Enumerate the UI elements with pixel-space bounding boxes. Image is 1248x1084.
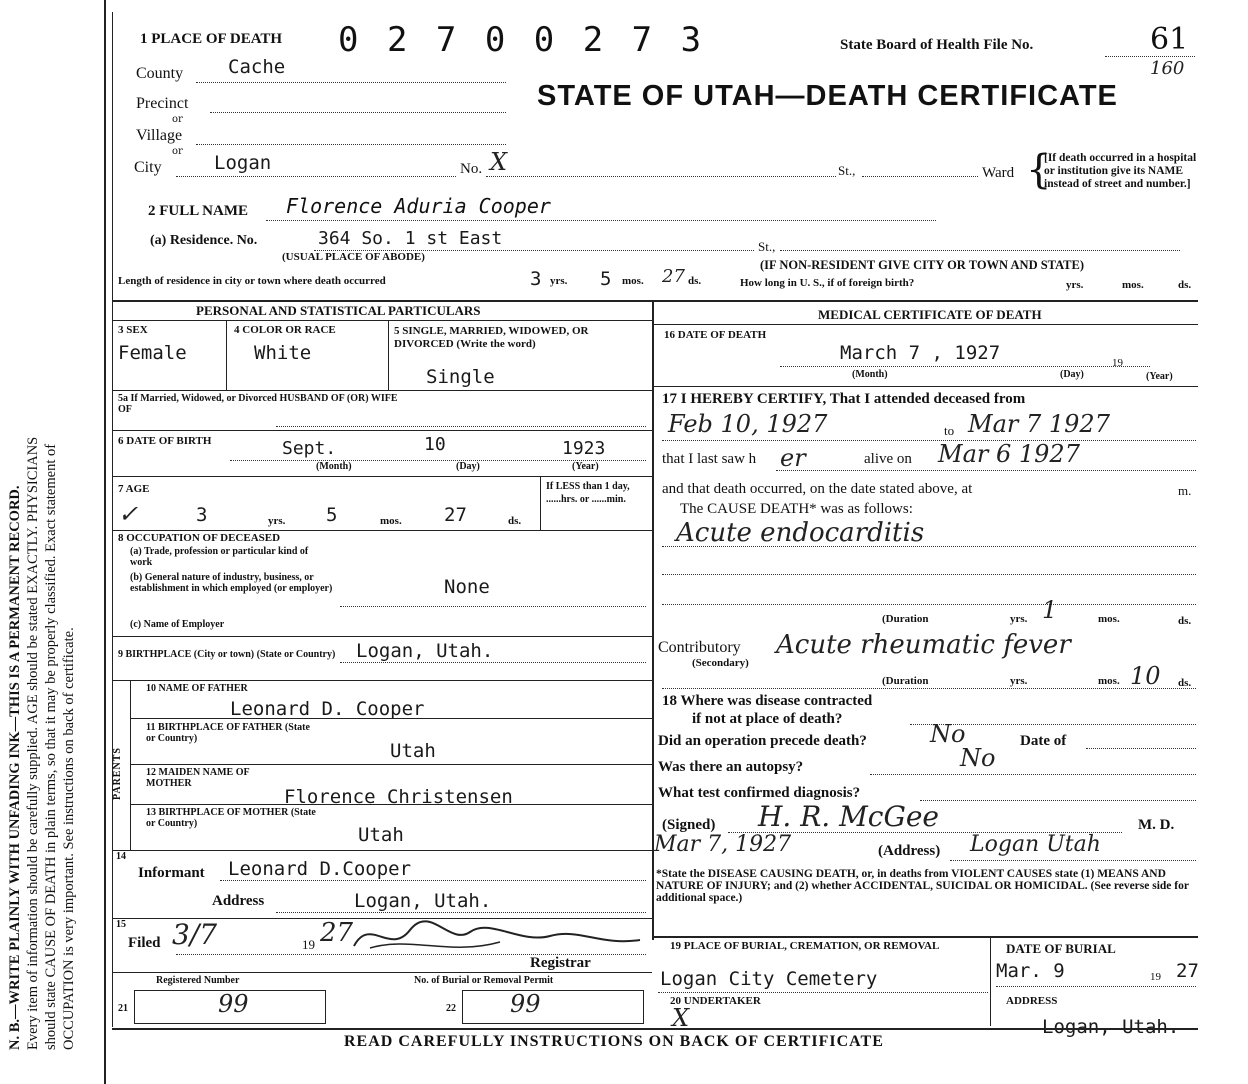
burial-date-value: Mar. 9 bbox=[996, 960, 1065, 982]
mother-value: Florence Christensen bbox=[284, 786, 513, 808]
test-line bbox=[920, 800, 1196, 801]
father-label: 10 NAME OF FATHER bbox=[146, 683, 248, 694]
spouse-line bbox=[276, 426, 646, 427]
precinct-label: Precinct bbox=[136, 95, 189, 112]
rule-d bbox=[112, 476, 652, 477]
physician-address: Logan Utah bbox=[970, 832, 1101, 857]
village-label: Village bbox=[136, 127, 183, 144]
us-label: How long in U. S., if of foreign birth? bbox=[740, 277, 915, 289]
full-name-label: 2 FULL NAME bbox=[148, 203, 249, 219]
undertaker-address-value: Logan, Utah. bbox=[1042, 1016, 1180, 1038]
burial-place-value: Logan City Cemetery bbox=[660, 968, 878, 990]
undertaker-address-label: ADDRESS bbox=[1006, 995, 1058, 1007]
ward-line bbox=[862, 176, 978, 177]
operation-value: No bbox=[930, 720, 966, 748]
death-day-label: (Day) bbox=[1060, 369, 1084, 380]
dob-year-label: (Year) bbox=[572, 461, 599, 472]
burial-year-value: 27 bbox=[1176, 960, 1199, 982]
or-1: or bbox=[172, 114, 183, 125]
dob-label: 6 DATE OF BIRTH bbox=[118, 435, 212, 447]
burial-permit-label: No. of Burial or Removal Permit bbox=[414, 975, 554, 986]
length-years: 3 bbox=[530, 268, 542, 290]
length-ds-label: ds. bbox=[688, 275, 702, 287]
footnote: *State the DISEASE CAUSING DEATH, or, in deaths from VIOLENT CAUSES state (1) MEANS AND NATURE OF INJURY; and (2) whether ACCIDENTAL, SUICIDAL OR HOMICIDAL. (See reverse side for additional space.) bbox=[656, 868, 1189, 904]
file-number-2: 160 bbox=[1150, 58, 1185, 79]
death-date-label: 16 DATE OF DEATH bbox=[664, 329, 767, 341]
time-m-label: m. bbox=[1178, 483, 1192, 498]
duration-ds-1: ds. bbox=[1178, 615, 1192, 627]
length-months: 5 bbox=[600, 268, 612, 290]
last-saw-her: er bbox=[780, 444, 806, 472]
attended-to-date: Mar 7 1927 bbox=[968, 410, 1110, 438]
ward-label: Ward bbox=[982, 165, 1015, 181]
city-label: City bbox=[134, 159, 162, 176]
parents-label: PARENTS bbox=[112, 747, 123, 800]
signed-date: Mar 7, 1927 bbox=[654, 832, 792, 857]
vr-color bbox=[388, 320, 389, 390]
death-month-label: (Month) bbox=[852, 369, 888, 380]
color-label: 4 COLOR OR RACE bbox=[234, 324, 336, 336]
marital-value: Single bbox=[426, 366, 495, 388]
duration-ds-2: ds. bbox=[1178, 677, 1192, 689]
personal-heading: PERSONAL AND STATISTICAL PARTICULARS bbox=[196, 303, 481, 318]
precinct-line bbox=[210, 112, 506, 113]
burial-permit-value: 99 bbox=[510, 990, 541, 1018]
city-value: Logan bbox=[214, 152, 272, 174]
q18-line1: 18 Where was disease contracted bbox=[662, 693, 873, 709]
ward-brace: { bbox=[1026, 147, 1052, 193]
sex-value: Female bbox=[118, 342, 187, 364]
dob-day: 10 bbox=[424, 434, 446, 455]
father-birthplace-value: Utah bbox=[390, 740, 436, 762]
side-line4: OCCUPATION is very important. See instructions on back of certificate. bbox=[61, 627, 77, 1050]
contributory-label: Contributory bbox=[658, 639, 741, 656]
city-line bbox=[176, 176, 456, 177]
certificate-title: STATE OF UTAH—DEATH CERTIFICATE bbox=[537, 80, 1118, 112]
frame-left-rule bbox=[104, 0, 106, 1084]
age-check: ✓ bbox=[118, 500, 139, 528]
dob-month-label: (Month) bbox=[316, 461, 352, 472]
side-line2: Every item of information should be carefully supplied. AGE should be stated EXACTLY. PHYSICIANS bbox=[25, 436, 41, 1050]
ward-note: [If death occurred in a hospital or institution give its NAME instead of street and number.] bbox=[1044, 152, 1197, 190]
birthplace-label: 9 BIRTHPLACE (City or town) (State or Country) bbox=[118, 649, 336, 660]
us-mos-label: mos. bbox=[1122, 279, 1144, 291]
item-22: 22 bbox=[446, 1003, 456, 1014]
footer-instructions: READ CAREFULLY INSTRUCTIONS ON BACK OF CERTIFICATE bbox=[344, 1033, 884, 1050]
residence-value: 364 So. 1 st East bbox=[318, 228, 503, 249]
occupation-value: None bbox=[444, 576, 490, 598]
to-label: to bbox=[944, 423, 955, 438]
death-occurred-text: and that death occurred, on the date stated above, at bbox=[662, 481, 973, 497]
street-line bbox=[486, 176, 836, 177]
mother-label: 12 MAIDEN NAME OF MOTHER bbox=[146, 767, 250, 789]
dob-year: 1923 bbox=[562, 438, 606, 459]
color-value: White bbox=[254, 342, 312, 364]
rule-bottom bbox=[112, 1028, 1198, 1030]
occupation-line bbox=[340, 606, 646, 607]
occupation-label: 8 OCCUPATION OF DECEASED bbox=[118, 532, 281, 544]
date-of-label: Date of bbox=[1020, 733, 1067, 749]
age-label: 7 AGE bbox=[118, 483, 150, 495]
operation-date-line bbox=[1086, 748, 1196, 749]
burial-date-line bbox=[996, 986, 1196, 987]
operation-label: Did an operation precede death? bbox=[658, 733, 867, 749]
filed-year-prefix: 19 bbox=[302, 937, 315, 952]
age-ds-label: ds. bbox=[508, 515, 522, 527]
full-name-line bbox=[266, 220, 936, 221]
duration-years-value: 1 bbox=[1042, 596, 1058, 624]
alive-on-label: alive on bbox=[864, 451, 912, 467]
dob-day-label: (Day) bbox=[456, 461, 480, 472]
rule-g bbox=[112, 680, 652, 681]
employer-label: (c) Name of Employer bbox=[130, 619, 225, 630]
secondary-label: (Secondary) bbox=[692, 657, 749, 669]
rule-r2 bbox=[654, 386, 1198, 387]
vr-age bbox=[540, 476, 541, 530]
rule-k bbox=[112, 850, 652, 851]
rule-j bbox=[130, 804, 652, 805]
informant-line bbox=[220, 880, 646, 881]
death-date-line bbox=[780, 366, 1150, 367]
length-mos-label: mos. bbox=[622, 275, 644, 287]
certify-text: 17 I HEREBY CERTIFY, That I attended deceased from bbox=[662, 391, 1026, 407]
parents-rule bbox=[130, 680, 131, 850]
length-residence-label: Length of residence in city or town where death occurred bbox=[118, 275, 386, 287]
informant-value: Leonard D.Cooper bbox=[228, 858, 412, 880]
burial-year-prefix: 19 bbox=[1150, 971, 1161, 983]
cause-line-2 bbox=[662, 574, 1196, 575]
father-birthplace-label: 11 BIRTHPLACE OF FATHER (State or Country) bbox=[146, 722, 310, 744]
duration-months-value: 10 bbox=[1130, 662, 1161, 690]
duration-mos-2: mos. bbox=[1098, 675, 1120, 687]
occupation-b-label: (b) General nature of industry, business, or establishment in which employed (or employer) bbox=[130, 572, 333, 594]
physician-address-line bbox=[950, 860, 1196, 861]
rule-r1 bbox=[654, 324, 1198, 325]
contributory-value: Acute rheumatic fever bbox=[776, 630, 1071, 660]
spouse-label: 5a If Married, Widowed, or Divorced HUSBAND OF (OR) WIFE OF bbox=[118, 393, 398, 415]
mother-birthplace-value: Utah bbox=[358, 824, 404, 846]
age-mos-label: mos. bbox=[380, 515, 402, 527]
burial-place-label: 19 PLACE OF BURIAL, CREMATION, OR REMOVAL bbox=[670, 940, 940, 952]
registered-number-label: Registered Number bbox=[156, 975, 240, 986]
frame-inner-rule bbox=[112, 12, 113, 1027]
father-value: Leonard D. Cooper bbox=[230, 698, 425, 720]
less-than-label: If LESS than 1 day, ......hrs. or ......min. bbox=[546, 481, 630, 505]
birthplace-line bbox=[340, 662, 646, 663]
rule-r3 bbox=[654, 936, 1198, 938]
rule-b bbox=[112, 390, 652, 391]
attended-line bbox=[662, 440, 1196, 441]
marital-label: 5 SINGLE, MARRIED, WIDOWED, OR DIVORCED (Write the word) bbox=[394, 325, 589, 350]
residence-st-line bbox=[780, 250, 1180, 251]
physician-signature: H. R. McGee bbox=[758, 800, 939, 833]
place-of-death-label: 1 PLACE OF DEATH bbox=[140, 31, 283, 47]
last-saw-line bbox=[776, 470, 1196, 471]
duration-yrs-2: yrs. bbox=[1010, 675, 1028, 687]
rule-e bbox=[112, 530, 652, 531]
age-years: 3 bbox=[196, 504, 208, 526]
residence-label: (a) Residence. No. bbox=[150, 233, 258, 248]
cause-label: The CAUSE DEATH* was as follows: bbox=[680, 501, 913, 517]
file-no-line bbox=[1105, 56, 1195, 57]
undertaker-value: X bbox=[672, 1004, 690, 1032]
filed-value: 3/7 bbox=[172, 918, 218, 951]
autopsy-label: Was there an autopsy? bbox=[658, 759, 804, 775]
md-label: M. D. bbox=[1138, 817, 1175, 833]
county-value: Cache bbox=[228, 56, 286, 78]
death-date-value: March 7 , 1927 bbox=[840, 342, 1001, 364]
length-days: 27 bbox=[662, 266, 685, 287]
rule-i bbox=[130, 764, 652, 765]
st-label: St., bbox=[838, 163, 856, 178]
cause-value: Acute endocarditis bbox=[676, 518, 925, 548]
us-ds-label: ds. bbox=[1178, 279, 1192, 291]
registrar-label: Registrar bbox=[530, 955, 591, 971]
certificate-number: 0 2 7 0 0 2 7 3 bbox=[338, 20, 706, 60]
or-2: or bbox=[172, 146, 183, 157]
physician-address-label: (Address) bbox=[878, 843, 941, 859]
registered-number-value: 99 bbox=[218, 990, 249, 1018]
length-yrs-label: yrs. bbox=[550, 275, 568, 287]
age-yrs-label: yrs. bbox=[268, 515, 286, 527]
no-label: No. bbox=[460, 161, 483, 177]
duration-mos-1: mos. bbox=[1098, 613, 1120, 625]
side-instructions bbox=[6, 40, 78, 1050]
rule-a bbox=[112, 320, 652, 321]
dob-month: Sept. bbox=[282, 438, 337, 459]
duration-yrs-1: yrs. bbox=[1010, 613, 1028, 625]
usual-abode-label: (USUAL PLACE OF ABODE) bbox=[282, 251, 425, 263]
nonresident-label: (IF NON-RESIDENT GIVE CITY OR TOWN AND STATE) bbox=[760, 258, 1085, 272]
autopsy-line bbox=[870, 774, 1196, 775]
file-no-label: State Board of Health File No. bbox=[840, 37, 1034, 53]
q18-line2: if not at place of death? bbox=[692, 711, 843, 727]
burial-place-line bbox=[658, 992, 988, 993]
rule-h bbox=[130, 718, 652, 719]
filed-year: 27 bbox=[320, 918, 354, 948]
duration-label-1: (Duration bbox=[882, 613, 929, 625]
duration-label-2: (Duration bbox=[882, 675, 929, 687]
attended-from-date: Feb 10, 1927 bbox=[668, 410, 828, 438]
burial-permit-box bbox=[462, 990, 644, 1024]
residence-st-label: St., bbox=[758, 239, 776, 254]
full-name-value: Florence Aduria Cooper bbox=[286, 194, 551, 218]
section-top-rule bbox=[112, 300, 1198, 302]
last-saw-date: Mar 6 1927 bbox=[938, 440, 1080, 468]
rule-m bbox=[112, 972, 652, 973]
test-label: What test confirmed diagnosis? bbox=[658, 785, 861, 801]
birthplace-value: Logan, Utah. bbox=[356, 640, 494, 662]
contributory-line bbox=[662, 688, 1196, 689]
rule-f bbox=[112, 636, 652, 637]
burial-date-label: DATE OF BURIAL bbox=[1006, 941, 1116, 956]
item-14: 14 bbox=[116, 851, 126, 862]
age-months: 5 bbox=[326, 504, 338, 526]
village-line bbox=[196, 144, 506, 145]
file-number: 61 bbox=[1150, 22, 1189, 57]
undertaker-label: 20 UNDERTAKER bbox=[670, 995, 761, 1007]
vr-burial bbox=[990, 936, 991, 1026]
cause-line-1 bbox=[662, 546, 1196, 547]
informant-label: Informant bbox=[138, 865, 205, 881]
last-saw-text: that I last saw h bbox=[662, 451, 757, 467]
item-15: 15 bbox=[116, 919, 126, 930]
vr-sex bbox=[226, 320, 227, 390]
side-nb: N. B.—WRITE PLAINLY WITH UNFADING INK—THIS IS A PERMANENT RECORD. bbox=[7, 485, 23, 1050]
informant-address-value: Logan, Utah. bbox=[354, 890, 492, 912]
county-label: County bbox=[136, 65, 184, 82]
informant-address-label: Address bbox=[212, 893, 265, 909]
autopsy-value: No bbox=[960, 744, 996, 772]
rule-c bbox=[112, 430, 652, 431]
cause-line-3 bbox=[662, 604, 1196, 605]
registrar-signature bbox=[350, 916, 650, 956]
sex-label: 3 SEX bbox=[118, 324, 148, 336]
death-date-19: 19 bbox=[1112, 357, 1123, 369]
informant-address-line bbox=[276, 912, 646, 913]
mother-birthplace-label: 13 BIRTHPLACE OF MOTHER (State or Country) bbox=[146, 807, 316, 829]
item-21: 21 bbox=[118, 1003, 128, 1014]
occupation-a-label: (a) Trade, profession or particular kind of work bbox=[130, 546, 309, 568]
county-line bbox=[196, 82, 506, 83]
no-value: X bbox=[490, 148, 508, 176]
filed-label: Filed bbox=[128, 935, 161, 951]
signed-label: (Signed) bbox=[662, 817, 716, 833]
death-year-label: (Year) bbox=[1146, 371, 1173, 382]
medical-heading: MEDICAL CERTIFICATE OF DEATH bbox=[818, 307, 1042, 322]
age-days: 27 bbox=[444, 504, 467, 526]
us-yrs-label: yrs. bbox=[1066, 279, 1084, 291]
side-line3: should state CAUSE OF DEATH in plain terms, so that it may be properly classified. Exact statement of bbox=[43, 443, 59, 1050]
